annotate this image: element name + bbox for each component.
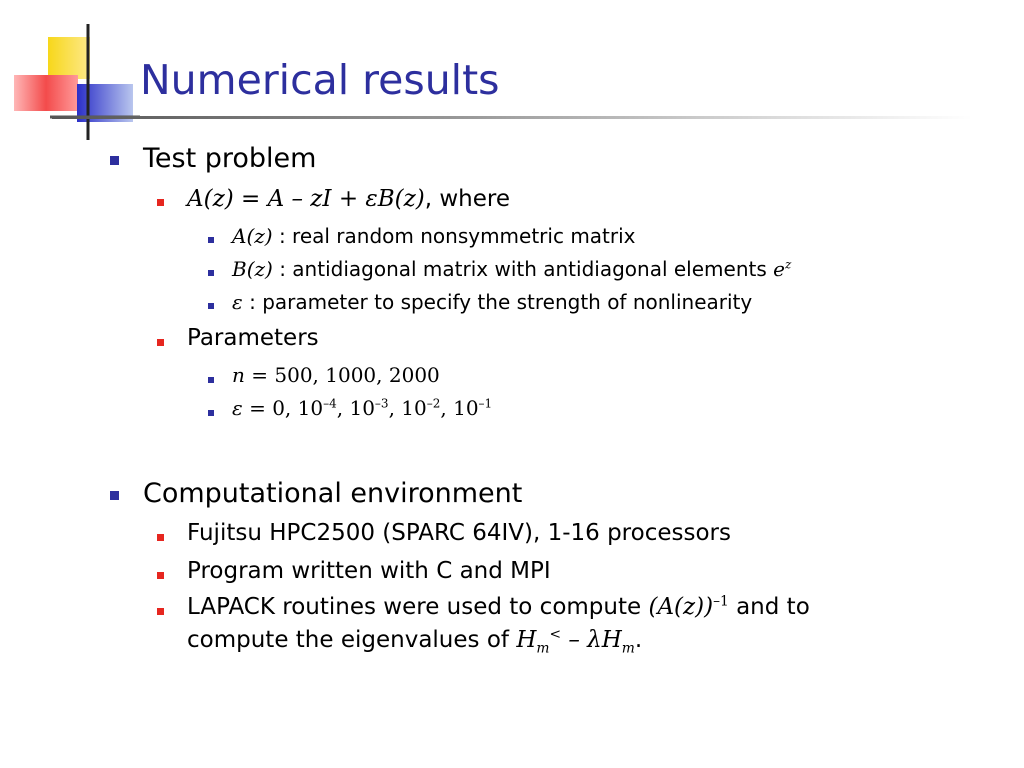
math-expr: e	[773, 257, 785, 281]
subscript: m	[621, 640, 635, 657]
item-text: : parameter to specify the strength of nonlinearity	[242, 290, 753, 314]
bullet-square	[208, 237, 214, 243]
page-title: Numerical results	[140, 56, 500, 104]
bullet-square	[157, 199, 164, 206]
item-text: .	[634, 627, 643, 653]
bullet-square	[208, 270, 214, 276]
heading-computational-environment: Computational environment	[143, 478, 523, 509]
superscript: <	[549, 626, 562, 643]
exponent: –4	[323, 396, 337, 411]
subscript: m	[536, 640, 550, 657]
bullet-square	[208, 377, 214, 383]
param-value: , 10	[336, 396, 375, 420]
equation-item	[187, 186, 510, 212]
item-b-of-z	[232, 257, 791, 281]
exponent: –1	[478, 396, 493, 411]
decorative-logo	[0, 0, 140, 150]
bullet-square	[157, 534, 164, 541]
env-lapack-line1	[187, 594, 810, 620]
item-text: LAPACK routines were used to compute	[187, 594, 649, 620]
param-value: , 10	[388, 396, 427, 420]
math-expr: ε	[232, 290, 243, 314]
math-expr: A(z)	[232, 224, 273, 248]
env-lapack-line2	[187, 626, 643, 657]
bullet-square	[157, 608, 164, 615]
math-expr: ε	[232, 396, 243, 420]
bullet-square	[110, 156, 119, 165]
bullet-square	[208, 410, 214, 416]
item-a-of-z	[232, 224, 636, 248]
env-hardware: Fujitsu HPC2500 (SPARC 64IV), 1-16 processors	[187, 520, 731, 546]
item-text: compute the eigenvalues of	[187, 627, 517, 653]
item-text: : real random nonsymmetric matrix	[272, 224, 636, 248]
heading-test-problem: Test problem	[143, 143, 317, 174]
math-expr: (A(z))	[648, 594, 714, 620]
param-values: = 500, 1000, 2000	[244, 363, 440, 387]
env-program: Program written with C and MPI	[187, 558, 551, 584]
item-epsilon	[232, 290, 752, 314]
item-text: : antidiagonal matrix with antidiagonal elements	[272, 257, 774, 281]
param-epsilon	[232, 396, 492, 420]
math-expr: H	[516, 627, 537, 653]
math-expr: – λ	[561, 627, 602, 653]
math-expr: B(z)	[232, 257, 273, 281]
exponent: –1	[713, 593, 729, 610]
param-n	[232, 363, 440, 387]
title-divider	[52, 116, 972, 119]
exponent: –2	[426, 396, 441, 411]
exponent: –3	[374, 396, 389, 411]
equation-suffix: , where	[424, 186, 510, 212]
param-value: = 0, 10	[242, 396, 324, 420]
bullet-square	[110, 491, 119, 500]
math-expr: n	[232, 363, 245, 387]
superscript: z	[784, 257, 792, 272]
bullet-square	[208, 303, 214, 309]
param-value: , 10	[440, 396, 479, 420]
math-expr: H	[601, 627, 622, 653]
bullet-square	[157, 339, 164, 346]
heading-parameters: Parameters	[187, 325, 319, 351]
item-text: and to	[728, 594, 810, 620]
bullet-square	[157, 572, 164, 579]
equation: A(z) = A – zI + εB(z)	[187, 186, 425, 212]
